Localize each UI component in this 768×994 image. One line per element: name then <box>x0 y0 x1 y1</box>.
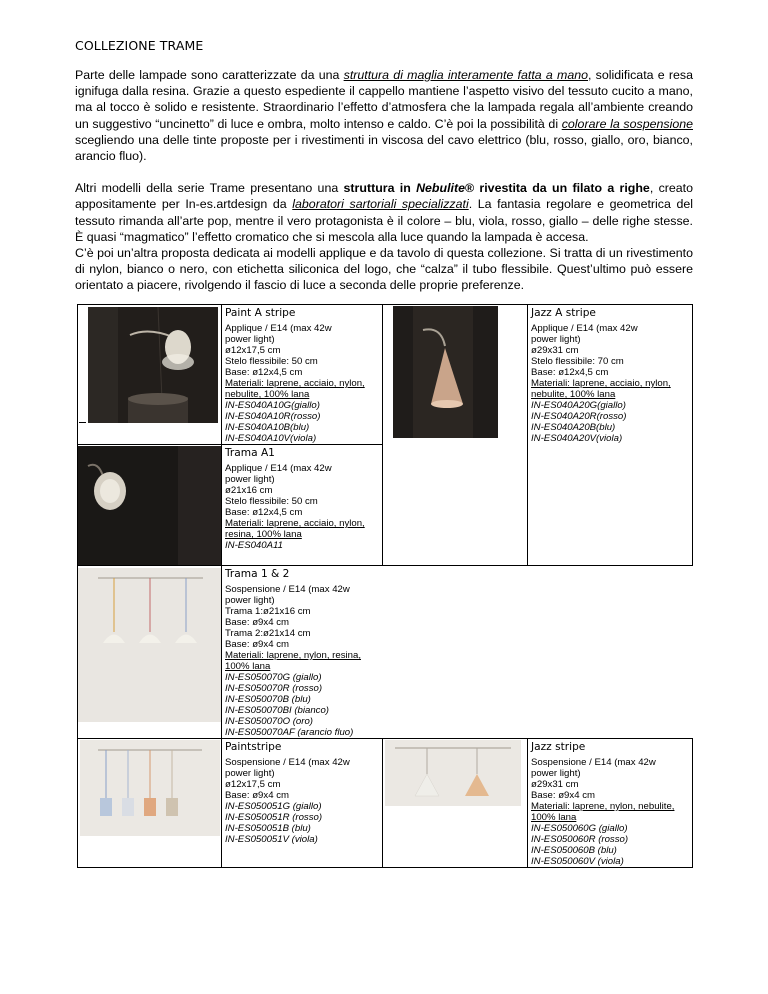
materials-line: Materiali: laprene, nylon, nebulite, 100% lana <box>531 801 675 823</box>
materials-line: Materiali: laprene, nylon, resina, 100% lana <box>225 650 361 672</box>
spec-line: ø12x17,5 cm <box>225 779 281 790</box>
materials-line: Materiali: laprene, acciaio, nylon, nebulite, 100% lana <box>531 378 671 400</box>
spec-line: Trama 1:ø21x16 cm <box>225 606 311 617</box>
spec-line: Sospensione / E14 (max 42w <box>225 584 350 595</box>
spec-line: Applique / E14 (max 42w <box>225 463 332 474</box>
product-code: IN-ES050060G (giallo) <box>531 823 628 834</box>
paragraph-3: C’è poi un’altra proposta dedicata ai modelli applique e da tavolo di questa collezione. Si tratta di un rivestimento di nylon, bianco o nero, con etichetta siliconica del logo, che “calza” il tubo flessibile. Quest’ultimo può essere orientato a piacere, rivolgendo il fascio di luce a seconda delle proprie preferenze. <box>75 246 693 293</box>
product-code: IN-ES050070AF (arancio fluo) <box>225 727 354 738</box>
product-code: IN-ES050070BI (bianco) <box>225 705 329 716</box>
spec-line: Stelo flessibile: 50 cm <box>225 496 318 507</box>
spec-line: ø12x17,5 cm <box>225 345 281 356</box>
spec-line: ø29x31 cm <box>531 345 579 356</box>
product-image-cell <box>383 305 528 566</box>
paintstripe-info <box>222 739 383 868</box>
product-code: IN-ES050070O (oro) <box>225 716 313 727</box>
table-row <box>78 566 693 739</box>
table-row <box>78 739 693 868</box>
text-run: Parte delle lampade sono caratterizzate da una <box>75 68 344 82</box>
product-code: IN-ES050060V (viola) <box>531 856 624 867</box>
product-title: Jazz stripe <box>531 741 586 753</box>
table-row <box>78 305 693 445</box>
bold-phrase: struttura in <box>343 181 417 196</box>
text-run: , solidificata e resa ignifuga dalla resina. Grazie a questo espediente il cappello mantiene l’aspetto visivo del tessuto cucito a mano, ma al tocco è solido e resistente. Straordinario l’effetto d’atmosfera che la lampada regala all’ambiente creando un suggestivo “uncinetto” di luce e ombra, molto intenso e caldo. C’è poi la possibilità di <box>75 68 693 131</box>
spec-line: Base: ø9x4 cm <box>531 790 595 801</box>
trama-a1-photo <box>78 446 221 565</box>
product-code: IN-ES050070G (giallo) <box>225 672 322 683</box>
underlined-phrase: colorare la sospensione <box>561 116 693 131</box>
product-title: Trama A1 <box>225 447 275 459</box>
paintstripe-photo <box>80 740 220 836</box>
product-code: IN-ES040A20G(giallo) <box>531 400 626 411</box>
product-title: Paintstripe <box>225 741 282 753</box>
spec-line: power light) <box>225 768 275 779</box>
trama-a1-info <box>222 445 383 566</box>
underlined-phrase: laboratori sartoriali specializzati <box>292 197 469 212</box>
spec-line: ø21x16 cm <box>225 485 273 496</box>
spec-line: Sospensione / E14 (max 42w <box>531 757 656 768</box>
spec-line: power light) <box>531 334 581 345</box>
spec-line: Base: ø12x4,5 cm <box>225 367 303 378</box>
spec-line: Trama 2:ø21x14 cm <box>225 628 311 639</box>
product-code: IN-ES040A10B(blu) <box>225 422 310 433</box>
text-run: Altri modelli della serie Trame presentano una <box>75 181 344 196</box>
product-code: IN-ES050051R (rosso) <box>225 812 323 823</box>
spec-line: Base: ø9x4 cm <box>225 790 289 801</box>
product-code: IN-ES040A11 <box>225 540 283 551</box>
paragraph-2 <box>75 180 693 245</box>
product-image-cell <box>383 739 528 868</box>
product-title: Trama 1 & 2 <box>225 568 290 580</box>
product-title: Jazz A stripe <box>531 307 596 319</box>
product-image-cell <box>78 305 222 445</box>
trama-1-2-photo <box>78 568 221 722</box>
spec-line: Stelo flessibile: 50 cm <box>225 356 318 367</box>
materials-line: Materiali: laprene, acciaio, nylon, nebulite, 100% lana <box>225 378 365 400</box>
trama-1-2-info <box>222 566 693 739</box>
product-code: IN-ES050060B (blu) <box>531 845 617 856</box>
bold-italic-phrase: Nebulite <box>416 181 465 196</box>
spec-line: Base: ø12x4,5 cm <box>225 507 303 518</box>
product-image-cell <box>78 739 222 868</box>
product-code: IN-ES040A20R(rosso) <box>531 411 627 422</box>
spec-line: Stelo flessibile: 70 cm <box>531 356 624 367</box>
product-code: IN-ES050060R (rosso) <box>531 834 629 845</box>
product-code: IN-ES040A20B(blu) <box>531 422 616 433</box>
product-code: IN-ES040A20V(viola) <box>531 433 623 444</box>
product-image-cell <box>78 445 222 566</box>
product-code: IN-ES050070B (blu) <box>225 694 311 705</box>
paint-a-stripe-photo <box>88 307 218 423</box>
jazz-a-stripe-info <box>528 305 693 566</box>
spec-line: power light) <box>225 595 275 606</box>
product-code: IN-ES050051V (viola) <box>225 834 318 845</box>
spec-line: Sospensione / E14 (max 42w <box>225 757 350 768</box>
text-run: , creato appositamente per In-es.artdesign da <box>75 181 694 212</box>
paragraph-1 <box>75 67 693 164</box>
product-code: IN-ES050070R (rosso) <box>225 683 323 694</box>
body-text <box>75 67 693 294</box>
spec-line: power light) <box>225 334 275 345</box>
jazz-stripe-photo <box>385 740 521 806</box>
spec-line: Base: ø12x4,5 cm <box>531 367 609 378</box>
spec-line: Applique / E14 (max 42w <box>531 323 638 334</box>
materials-line: Materiali: laprene, acciaio, nylon, resina, 100% lana <box>225 518 365 540</box>
spec-line: power light) <box>225 474 275 485</box>
product-table <box>77 304 693 868</box>
spec-line: Base: ø9x4 cm <box>225 639 289 650</box>
product-code: IN-ES040A10V(viola) <box>225 433 317 444</box>
text-run: . La fantasia regolare e geometrica del tessuto rimanda all’arte pop, mentre il vero protagonista è il colore – blu, viola, rosso, giallo – delle righe stesse. È quasi “magmatico” l’effetto cromatico che si mescola alla luce quando la lampada è accesa. <box>75 197 693 244</box>
spec-line: Applique / E14 (max 42w <box>225 323 332 334</box>
paint-a-stripe-info <box>222 305 383 445</box>
product-code: IN-ES050051G (giallo) <box>225 801 322 812</box>
product-code: IN-ES050051B (blu) <box>225 823 311 834</box>
product-title: Paint A stripe <box>225 307 296 319</box>
product-image-cell <box>78 566 222 739</box>
bold-phrase: ® rivestita da un filato a righe <box>464 181 650 196</box>
spec-line: ø29x31 cm <box>531 779 579 790</box>
text-run: scegliendo una delle tinte proposte per i rivestimenti in viscosa del cavo elettrico (blu, rosso, giallo, oro, bianco, arancio fluo). <box>75 132 693 164</box>
underlined-phrase: struttura di maglia interamente fatta a mano <box>343 68 589 82</box>
product-code: IN-ES040A10G(giallo) <box>225 400 320 411</box>
jazz-a-stripe-photo <box>393 306 498 438</box>
spec-line: power light) <box>531 768 581 779</box>
product-code: IN-ES040A10R(rosso) <box>225 411 321 422</box>
jazz-stripe-info <box>528 739 693 868</box>
page-heading: COLLEZIONE TRAME <box>75 38 204 53</box>
spec-line: Base: ø9x4 cm <box>225 617 289 628</box>
